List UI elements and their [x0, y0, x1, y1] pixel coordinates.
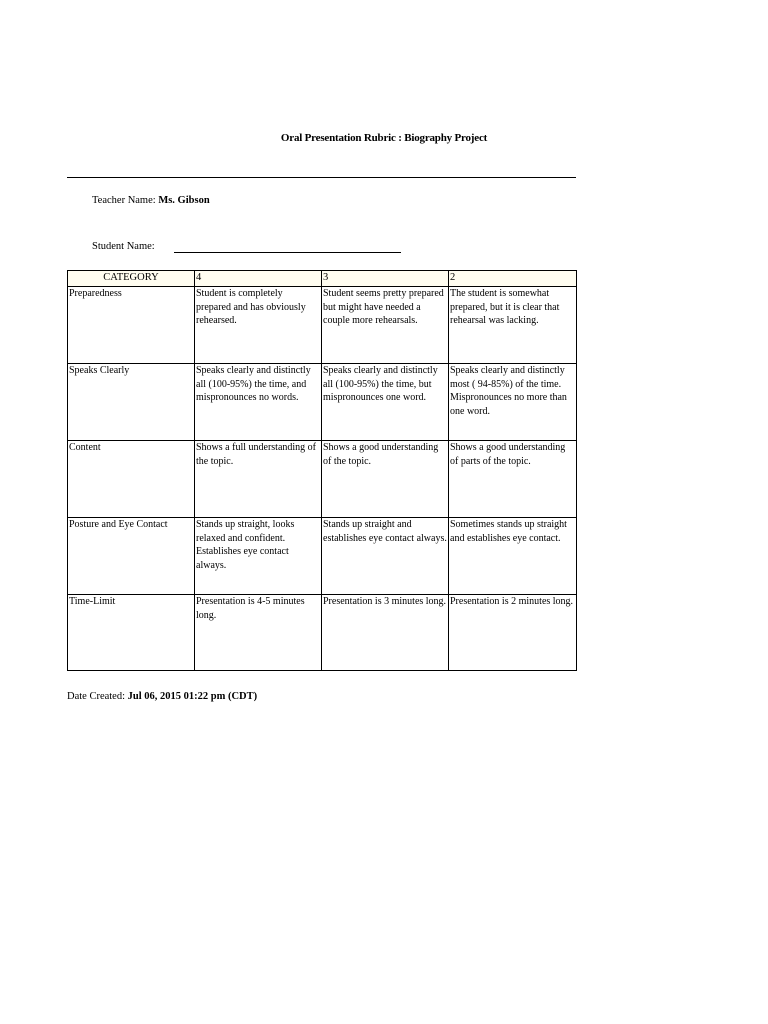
row-category: Content [68, 441, 195, 518]
cell-score-4: Stands up straight, looks relaxed and confident. Establishes eye contact always. [195, 518, 322, 595]
cell-score-2: Shows a good understanding of parts of the topic. [449, 441, 577, 518]
title-divider [67, 177, 576, 178]
cell-score-4: Speaks clearly and distinctly all (100-95%) the time, and mispronounces no words. [195, 364, 322, 441]
rubric-row [68, 595, 577, 671]
cell-score-3: Stands up straight and establishes eye contact always. [322, 518, 449, 595]
cell-score-2: The student is somewhat prepared, but it is clear that rehearsal was lacking. [449, 287, 577, 364]
teacher-name-line [92, 195, 210, 206]
row-category: Speaks Clearly [68, 364, 195, 441]
cell-score-3: Student seems pretty prepared but might have needed a couple more rehearsals. [322, 287, 449, 364]
header-score-4: 4 [195, 271, 322, 287]
cell-score-4: Presentation is 4-5 minutes long. [195, 595, 322, 671]
cell-score-3: Speaks clearly and distinctly all (100-95%) the time, but mispronounces one word. [322, 364, 449, 441]
document-title: Oral Presentation Rubric : Biography Project [280, 132, 488, 144]
cell-score-2: Speaks clearly and distinctly most ( 94-85%) of the time. Mispronounces no more than one word. [449, 364, 577, 441]
cell-score-4: Student is completely prepared and has obviously rehearsed. [195, 287, 322, 364]
header-category: CATEGORY [68, 271, 195, 287]
cell-score-2: Sometimes stands up straight and establishes eye contact. [449, 518, 577, 595]
student-name-line [92, 241, 155, 252]
cell-score-3: Shows a good understanding of the topic. [322, 441, 449, 518]
header-score-2: 2 [449, 271, 577, 287]
row-category: Preparedness [68, 287, 195, 364]
student-name-label: Student Name: [92, 241, 155, 252]
date-created-value: Jul 06, 2015 01:22 pm (CDT) [127, 691, 258, 702]
cell-score-4: Shows a full understanding of the topic. [195, 441, 322, 518]
student-name-blank [174, 252, 401, 253]
cell-score-3: Presentation is 3 minutes long. [322, 595, 449, 671]
teacher-name-label: Teacher Name: [92, 195, 159, 206]
rubric-header-row [68, 271, 577, 287]
rubric-row [68, 287, 577, 364]
rubric-table [67, 270, 577, 671]
rubric-row [68, 441, 577, 518]
rubric-row [68, 364, 577, 441]
row-category: Posture and Eye Contact [68, 518, 195, 595]
cell-score-2: Presentation is 2 minutes long. [449, 595, 577, 671]
date-created-label: Date Created: [67, 691, 128, 702]
row-category: Time-Limit [68, 595, 195, 671]
teacher-name-value: Ms. Gibson [158, 195, 210, 206]
header-score-3: 3 [322, 271, 449, 287]
rubric-row [68, 518, 577, 595]
date-created-line [67, 691, 257, 702]
